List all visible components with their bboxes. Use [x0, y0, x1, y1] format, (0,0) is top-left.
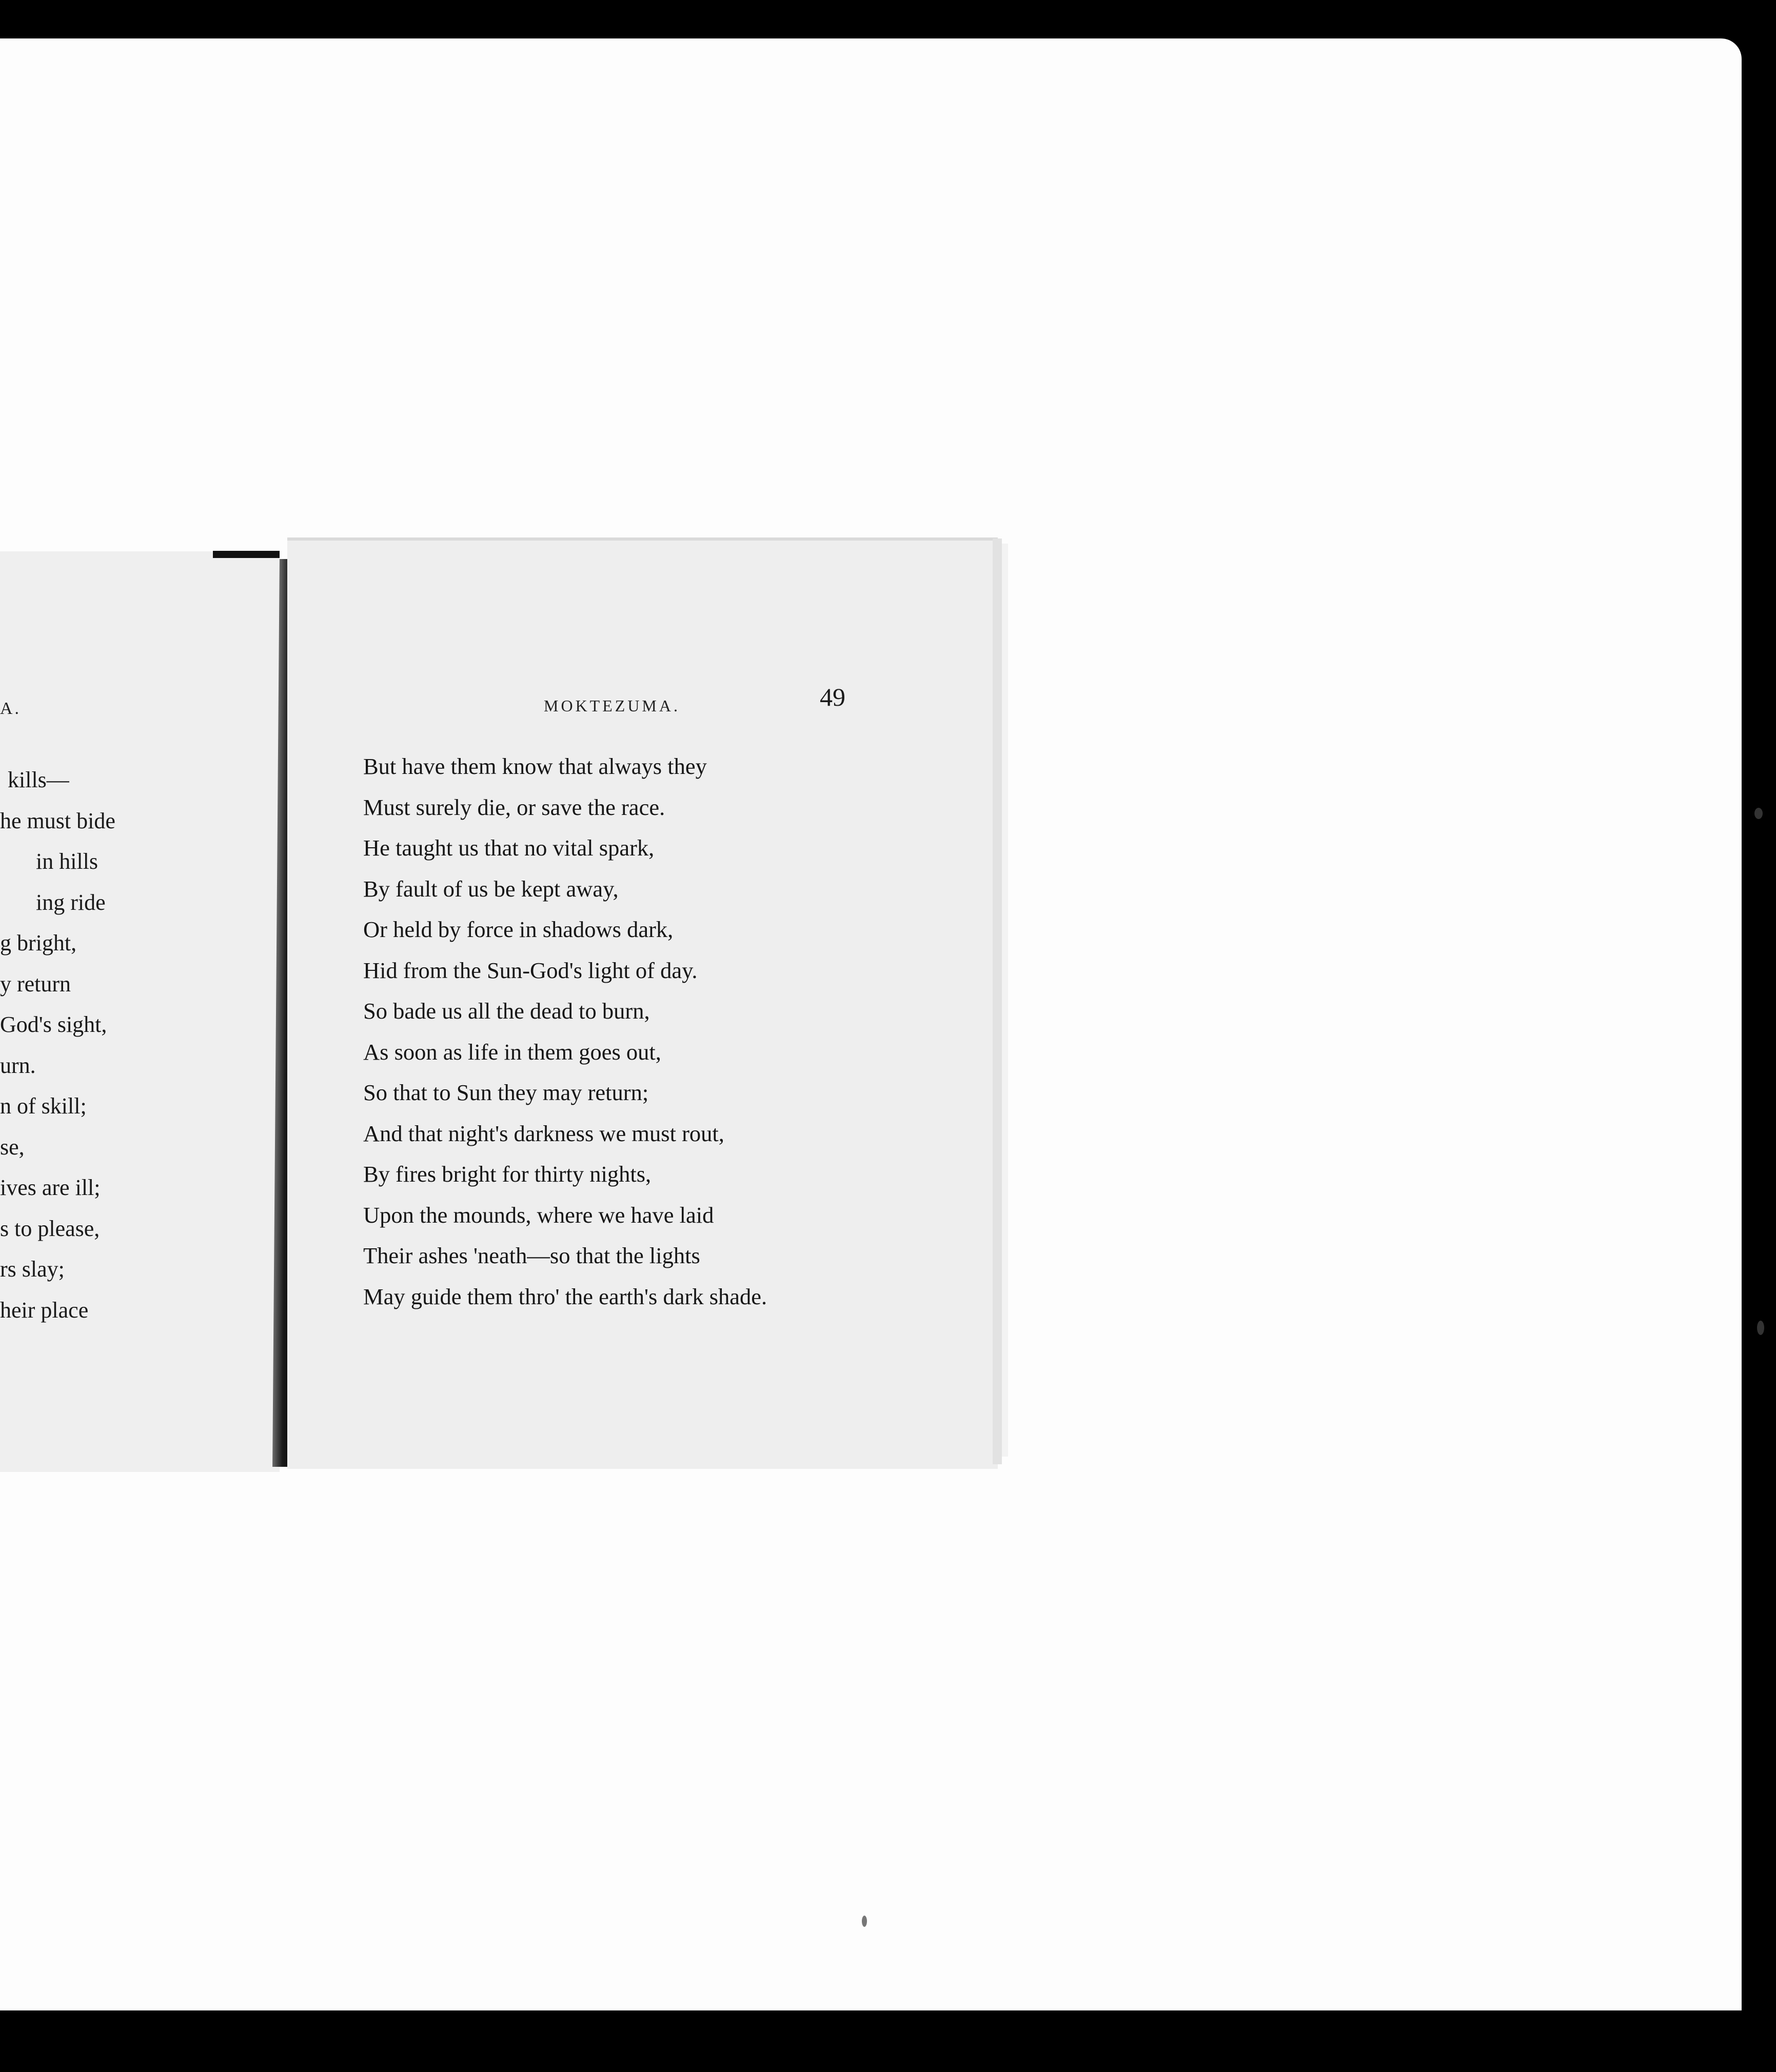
left-page-line: g bright, — [0, 930, 77, 955]
page-edge — [993, 539, 1002, 1464]
dust-speck — [862, 1916, 867, 1927]
poem-line: So bade us all the dead to burn, — [363, 998, 650, 1024]
running-head: MOKTEZUMA. — [544, 696, 680, 715]
poem-line: Must surely die, or save the race. — [363, 794, 665, 820]
left-page-line: in hills — [36, 849, 98, 874]
poem-line: May guide them thro' the earth's dark shade. — [363, 1283, 767, 1309]
poem-line: So that to Sun they may return; — [363, 1080, 649, 1105]
dust-speck — [1757, 1321, 1764, 1335]
left-page-lines — [0, 551, 280, 1472]
poem-line: Or held by force in shadows dark, — [363, 917, 674, 942]
left-page-line: ing ride — [36, 889, 106, 915]
poem-line: Upon the mounds, where we have laid — [363, 1202, 714, 1228]
poem-stanza — [363, 753, 979, 1324]
dust-speck — [1754, 808, 1763, 819]
poem-line: But have them know that always they — [363, 753, 707, 779]
left-page-line: se, — [0, 1134, 25, 1160]
left-page-line: kills— — [8, 767, 69, 792]
left-page — [0, 551, 280, 1472]
left-page-line: God's sight, — [0, 1012, 107, 1037]
left-page-line: rs slay; — [0, 1257, 65, 1282]
poem-line: And that night's darkness we must rout, — [363, 1120, 724, 1146]
poem-line: Hid from the Sun-God's light of day. — [363, 957, 698, 983]
left-page-line: urn. — [0, 1052, 36, 1078]
left-page-line: ives are ill; — [0, 1175, 101, 1200]
scan-border-right — [1742, 0, 1776, 2072]
page-edge — [1002, 544, 1008, 1457]
left-page-line: heir place — [0, 1297, 89, 1323]
left-page-line: s to please, — [0, 1216, 100, 1241]
left-page-line: he must bide — [0, 808, 115, 833]
left-page-line: y return — [0, 971, 71, 997]
poem-line: As soon as life in them goes out, — [363, 1039, 661, 1065]
poem-line: By fault of us be kept away, — [363, 875, 619, 902]
left-page-line: n of skill; — [0, 1093, 87, 1119]
left-running-head: A. — [0, 699, 22, 718]
poem-line: Their ashes 'neath—so that the lights — [363, 1243, 700, 1268]
poem-line: By fires bright for thirty nights, — [363, 1161, 652, 1187]
poem-line: He taught us that no vital spark, — [363, 835, 655, 861]
page-number: 49 — [820, 683, 845, 711]
spine-top-edge — [213, 551, 280, 558]
scan-border-bottom — [0, 2010, 1776, 2072]
